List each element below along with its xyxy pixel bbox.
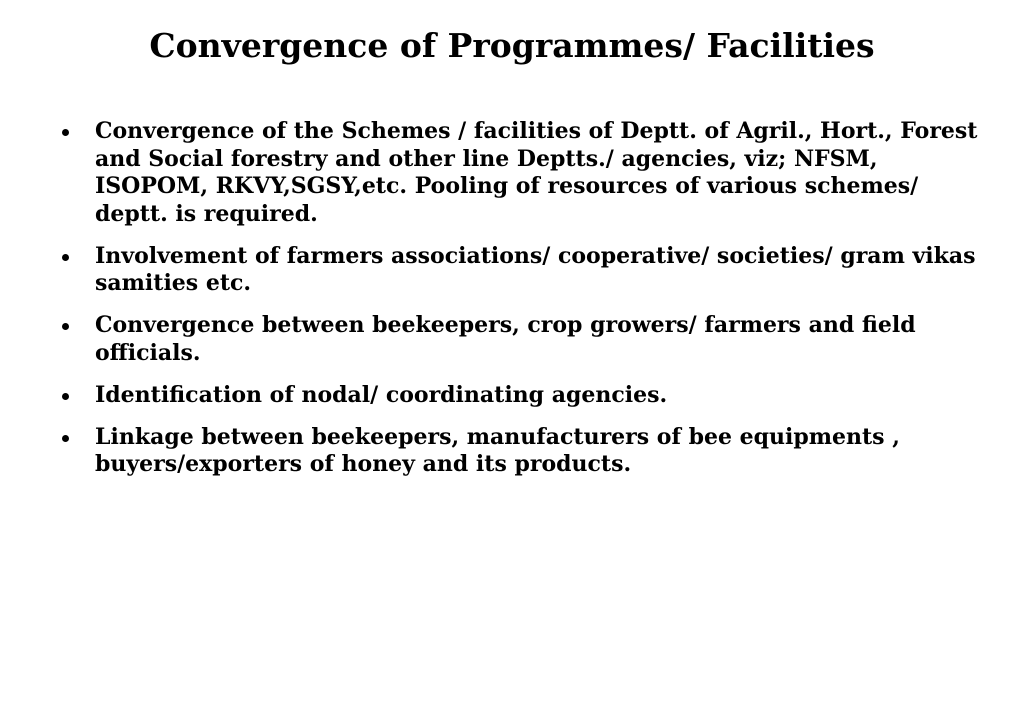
slide-title: Convergence of Programmes/ Facilities: [149, 26, 875, 65]
bullet-point-icon: [62, 254, 69, 261]
bullet-text: Convergence of the Schemes / facilities of Deptt. of Agril., Hort., Forest and Social forestry and other line Deptts./ agencies, viz; NFSM, ISOPOM, RKVY,SGSY,etc. Pooling of resources of various schemes/ deptt. is required.: [95, 118, 978, 227]
bullet-text: Identification of nodal/ coordinating agencies.: [95, 381, 668, 408]
bullet-point-icon: [62, 393, 69, 400]
bullet-item-beekeeper-convergence: [60, 312, 980, 367]
bullet-text: Involvement of farmers associations/ cooperative/ societies/ gram vikas samities etc.: [95, 242, 976, 296]
bullet-item-linkage: [60, 424, 980, 479]
bullet-item-schemes-convergence: [60, 118, 980, 228]
bullet-item-nodal-agencies: [60, 382, 980, 410]
bullet-item-farmer-involvement: [60, 243, 980, 298]
bullet-text: Linkage between beekeepers, manufacturers of bee equipments , buyers/exporters of honey and its products.: [95, 423, 900, 477]
bullet-point-icon: [62, 323, 69, 330]
bullet-point-icon: [62, 435, 69, 442]
bullet-text: Convergence between beekeepers, crop growers/ farmers and field officials.: [95, 312, 916, 366]
bullet-point-icon: [62, 129, 69, 136]
bullet-list: [60, 118, 980, 493]
